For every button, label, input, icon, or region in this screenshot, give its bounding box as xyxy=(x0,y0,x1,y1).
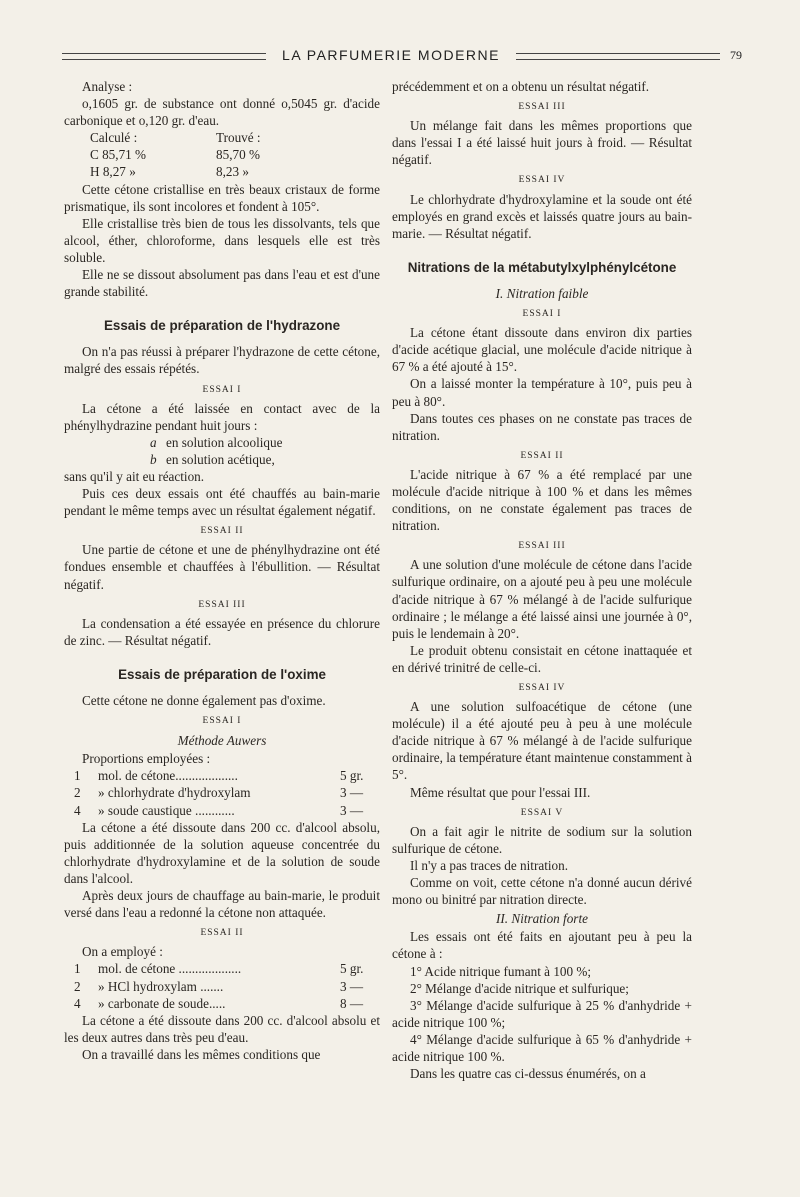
item-a: a en solution alcoolique xyxy=(150,434,283,450)
paragraph: sans qu'il y ait eu réaction. xyxy=(64,468,205,484)
right-column xyxy=(392,78,692,1082)
essai-label: ESSAI II xyxy=(200,928,244,939)
paragraph: Elle cristallise très bien de tous les dissolvants, tels que alcool, éther, chloroforme, dans lesquels elle est très soluble. xyxy=(64,215,380,265)
paragraph: Après deux jours de chauffage au bain-marie, le produit versé dans l'eau a redonné la cétone non attaquée. xyxy=(64,888,380,921)
calc-head xyxy=(64,129,380,146)
paragraph: Cette cétone cristallise en très beaux cristaux de forme prismatique, ils sont incolores et fondent à 105°. xyxy=(64,181,380,214)
calc-row-calc: C 85,71 % xyxy=(90,147,147,163)
proportion-qty: 4 xyxy=(74,802,81,818)
proportion-row xyxy=(64,767,380,784)
proportion-qty: 1 xyxy=(74,768,81,784)
calc-row-found: 85,70 % xyxy=(216,147,260,163)
paragraph: Un mélange fait dans les mêmes proportions que dans l'essai I a été laissé huit jours à froid. — Résultat négatif. xyxy=(392,118,692,168)
paragraph: Le chlorhydrate d'hydroxylamine et la soude ont été employés en grand excès et laissés quatre jours au bain-marie. — Résultat négatif. xyxy=(392,191,692,241)
paragraph: A une solution d'une molécule de cétone dans l'acide sulfurique ordinaire, on a ajouté peu à peu une molécule d'acide nitrique à 67 % mélangé à de l'acide sulfurique ordinaire ; le mélange a été laissé ainsi une journée à 0°, puis le lendemain à 20°. xyxy=(392,557,692,641)
item-b: b en solution acétique, xyxy=(150,451,275,467)
paragraph: La cétone a été dissoute dans 200 cc. d'alcool absolu, puis additionnée de la solution aqueuse concentrée du chlorhydrate d'hydroxylamine et de la solution de soude dans l'alcool. xyxy=(64,819,380,886)
paragraph: Cette cétone ne donne également pas d'oxime. xyxy=(82,693,326,708)
essai-label: ESSAI IV xyxy=(518,175,566,186)
proportion-name: mol. de cétone................... xyxy=(98,768,238,784)
paragraph: On a fait agir le nitrite de sodium sur la solution sulfurique de cétone. xyxy=(392,823,692,856)
paragraph: La condensation a été essayée en présence du chlorure de zinc. — Résultat négatif. xyxy=(64,615,380,648)
essai-label: ESSAI III xyxy=(198,599,246,610)
essai-label: ESSAI I xyxy=(522,309,562,320)
subsection-heading: II. Nitration forte xyxy=(496,911,588,927)
paragraph: Même résultat que pour l'essai III. xyxy=(410,784,591,800)
paragraph: Dans les quatre cas ci-dessus énumérés, on a xyxy=(410,1066,646,1082)
essai-label: ESSAI I xyxy=(202,384,242,395)
paragraph: Il n'y a pas traces de nitration. xyxy=(410,857,569,873)
paragraph: précédemment et on a obtenu un résultat négatif. xyxy=(392,79,650,94)
paragraph: A une solution sulfoacétique de cétone (une molécule) il a été ajouté peu à peu à une molécule d'acide nitrique à 67 % mélangé à de l'acide sulfurique ordinaire, la température étant maintenue constamment à 5°. xyxy=(392,699,692,783)
proportion-row xyxy=(64,995,380,1012)
calc-row xyxy=(64,146,380,163)
list-item: 4° Mélange d'acide sulfurique à 65 % d'anhydride + acide nitrique 100 %. xyxy=(392,1031,692,1064)
paragraph: Elle ne se dissout absolument pas dans l'eau et est d'une grande stabilité. xyxy=(64,267,380,300)
method-title: Méthode Auwers xyxy=(177,733,267,749)
journal-title: LA PARFUMERIE MODERNE xyxy=(282,47,500,64)
list-item: 3° Mélange d'acide sulfurique à 25 % d'anhydride + acide nitrique 100 %; xyxy=(392,997,692,1030)
proportion-qty: 4 xyxy=(74,995,81,1011)
essai-label: ESSAI III xyxy=(518,102,566,113)
paragraph: On a travaillé dans les mêmes conditions que xyxy=(82,1046,321,1062)
header-rule-right xyxy=(516,53,720,60)
paragraph: La cétone a été laissée en contact avec de la phénylhydrazine pendant huit jours : xyxy=(64,400,380,433)
section-heading-oxime: Essais de préparation de l'oxime xyxy=(118,666,326,682)
paragraph: On a laissé monter la température à 10°, puis peu à peu à 80°. xyxy=(392,376,692,409)
paragraph: Les essais ont été faits en ajoutant peu à peu la cétone à : xyxy=(392,929,692,962)
paragraph: Comme on voit, cette cétone n'a donné aucun dérivé mono ou binitré par nitration directe. xyxy=(392,875,692,908)
calc-row-calc: H 8,27 » xyxy=(90,164,136,180)
analyse-label: Analyse : xyxy=(82,79,133,94)
paragraph: L'acide nitrique à 67 % a été remplacé par une molécule d'acide nitrique à 100 % et dans les mêmes conditions, on ne constate également pas traces de nitration. xyxy=(392,466,692,534)
essai-label: ESSAI II xyxy=(520,450,564,461)
proportion-row xyxy=(64,960,380,977)
calc-head-calcule: Calculé : xyxy=(90,130,138,146)
proportion-name: » chlorhydrate d'hydroxylam xyxy=(98,785,251,801)
proportion-qty: 2 xyxy=(74,785,81,801)
proportion-row xyxy=(64,978,380,995)
essai-label: ESSAI V xyxy=(520,807,564,818)
section-heading-hydrazone: Essais de préparation de l'hydrazone xyxy=(103,318,341,334)
paragraph: Puis ces deux essais ont été chauffés au bain-marie pendant le même temps avec un résultat également négatif. xyxy=(64,486,380,519)
item-b-text: en solution acétique, xyxy=(166,451,275,467)
paragraph: Une partie de cétone et une de phénylhydrazine ont été fondues ensemble et chauffées à l'ébullition. — Résultat négatif. xyxy=(64,542,380,592)
list-item: 1° Acide nitrique fumant à 100 %; xyxy=(410,963,592,979)
proportion-amount: 5 gr. xyxy=(340,961,364,977)
paragraph: On n'a pas réussi à préparer l'hydrazone de cette cétone, malgré des essais répétés. xyxy=(64,344,380,377)
calc-head-trouve: Trouvé : xyxy=(216,130,261,146)
page-number: 79 xyxy=(730,48,742,63)
paragraph: La cétone a été dissoute dans 200 cc. d'alcool absolu et les deux autres dans très peu d'eau. xyxy=(64,1012,380,1045)
proportion-amount: 5 gr. xyxy=(340,768,364,784)
proportion-name: mol. de cétone ................... xyxy=(98,961,242,977)
essai-label: ESSAI II xyxy=(200,526,244,537)
proportion-amount: 8 — xyxy=(340,995,364,1011)
proportion-amount: 3 — xyxy=(340,785,364,801)
paragraph: On a employé : xyxy=(82,944,163,960)
proportion-name: » HCl hydroxylam ....... xyxy=(98,978,224,994)
essai-label: ESSAI III xyxy=(518,541,566,552)
proportion-amount: 3 — xyxy=(340,802,364,818)
section-heading-nitrations: Nitrations de la métabutylxylphénylcétone xyxy=(407,259,677,275)
essai-label: ESSAI IV xyxy=(518,683,566,693)
subsection-heading: I. Nitration faible xyxy=(495,285,589,301)
proportion-name: » carbonate de soude..... xyxy=(98,995,226,1011)
paragraph: Le produit obtenu consistait en cétone inattaquée et en dérivé trinitré de celle-ci. xyxy=(392,642,692,675)
proportion-row xyxy=(64,784,380,801)
list-item: 2° Mélange d'acide nitrique et sulfurique; xyxy=(410,980,629,996)
proportion-row xyxy=(64,802,380,819)
calc-row-found: 8,23 » xyxy=(216,164,249,180)
proportion-qty: 1 xyxy=(74,961,81,977)
left-column xyxy=(64,78,380,1063)
paragraph: La cétone étant dissoute dans environ dix parties d'acide acétique glacial, une molécule d'acide nitrique à 67 % a été ajouté à 15°. xyxy=(392,325,692,375)
proportion-name: » soude caustique ............ xyxy=(98,802,235,818)
analyse-text: o,1605 gr. de substance ont donné o,5045 gr. d'acide carbonique et o,120 gr. d'eau. xyxy=(64,96,380,129)
calc-row xyxy=(64,163,380,180)
paragraph: Dans toutes ces phases on ne constate pas traces de nitration. xyxy=(392,410,692,443)
running-header xyxy=(62,44,742,68)
essai-label: ESSAI I xyxy=(202,716,242,727)
item-a-text: en solution alcoolique xyxy=(166,434,283,450)
paragraph: Proportions employées : xyxy=(82,751,211,767)
proportion-amount: 3 — xyxy=(340,978,364,994)
header-rule-left xyxy=(62,53,266,60)
proportion-qty: 2 xyxy=(74,978,81,994)
